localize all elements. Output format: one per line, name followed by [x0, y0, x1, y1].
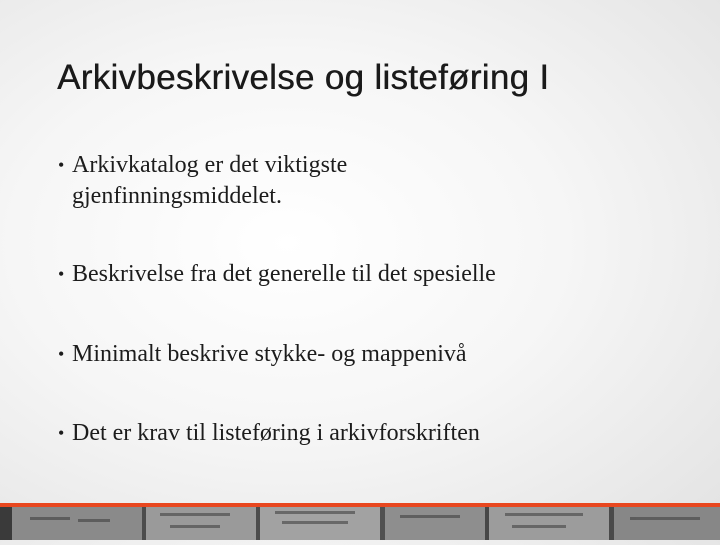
bullet-item: [58, 418, 678, 449]
bullet-item: [58, 339, 678, 370]
bullet-item: [58, 259, 678, 290]
archive-box-labels-image: [0, 507, 720, 540]
slide-title: Arkivbeskrivelse og listeføring I: [57, 58, 550, 97]
bullet-text: Arkivkatalog er det viktigste gjenfinningsmiddelet.: [72, 152, 348, 209]
bullet-text: Det er krav til listeføring i arkivforskriften: [72, 420, 480, 446]
bullet-icon: •: [58, 264, 65, 284]
archive-photo-strip: [0, 507, 720, 540]
bullet-text: Beskrivelse fra det generelle til det spesielle: [72, 261, 496, 287]
bullet-item: [58, 150, 678, 212]
bullet-icon: •: [58, 423, 65, 443]
bullet-text: Minimalt beskrive stykke- og mappenivå: [72, 341, 467, 367]
bullet-icon: •: [58, 155, 65, 175]
bullet-icon: •: [58, 344, 65, 364]
